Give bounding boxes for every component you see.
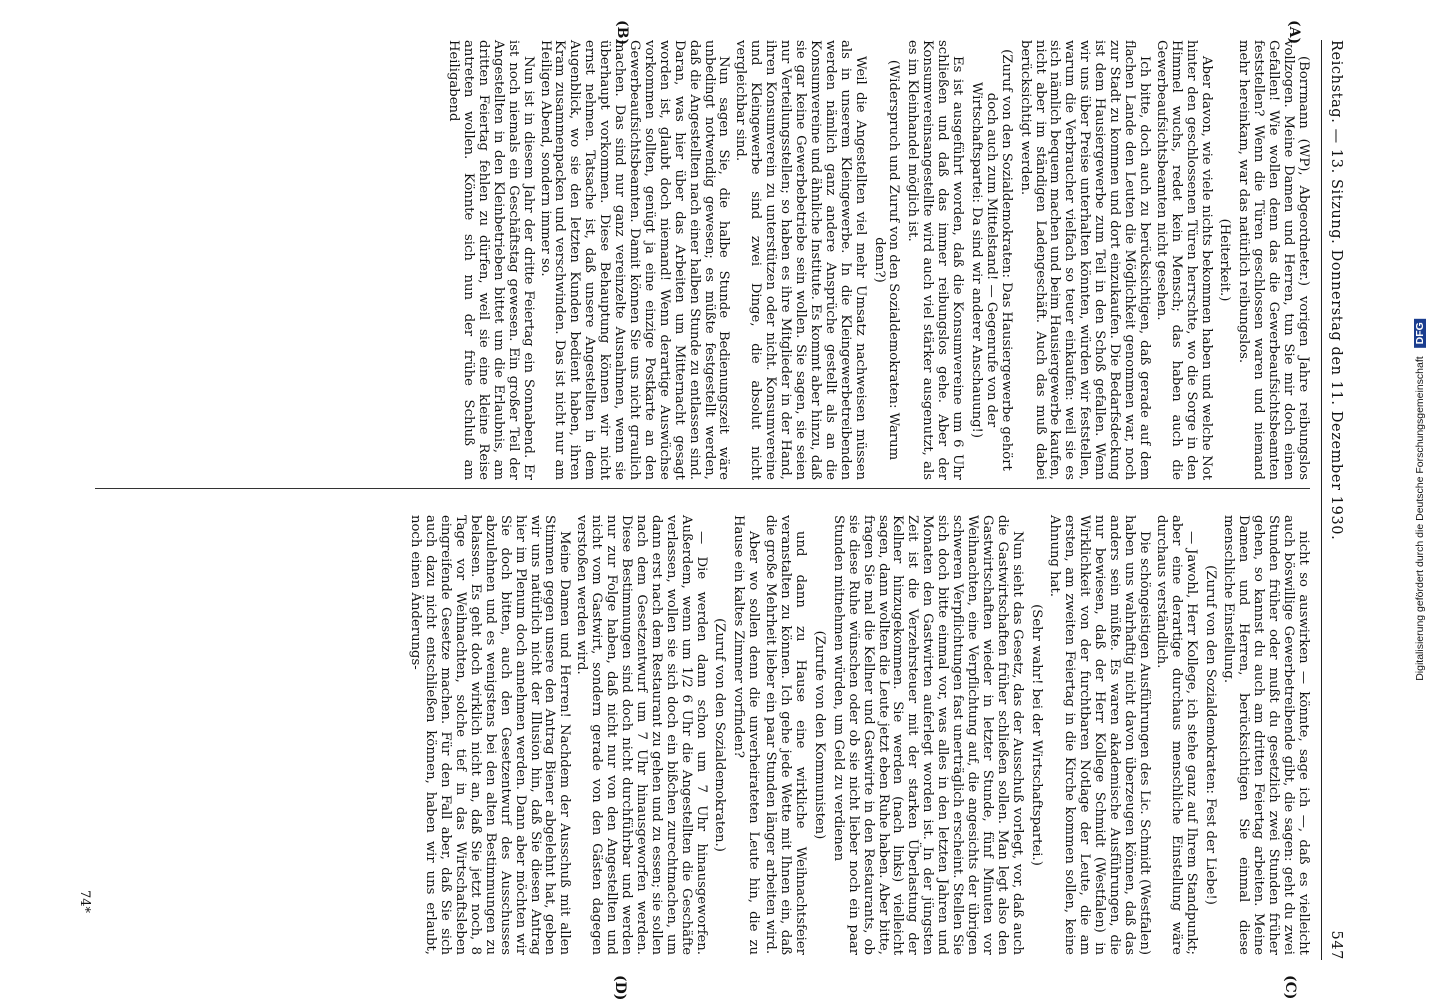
margin-marker-c: (C)	[1282, 975, 1298, 1000]
running-head	[1321, 40, 1344, 960]
interjection: (Heiterkeit.)	[1217, 218, 1233, 302]
interjection: (Zuruf von den Sozialdemokraten.)	[712, 618, 728, 852]
margin-marker-b: (B)	[614, 20, 630, 46]
right-column	[405, 515, 1310, 955]
paragraph: Weil die Angestellten viel mehr Umsatz nachweisen müssen als in unserem Kleingewerbe. In die Kleingewerbetreibenden werden nämlich ganz andere Ansprüche gestellt als an die Konsumvereine und ähnliche Institute. Es kommt aber hinzu, daß sie gar keine Gewerbebetriebe sein wollen. Sie sagen, sie seien nur Verteilungsstellen; so haben es ihre Mitglieder in der Hand, ihren Konsumverein zu unterstützen oder nicht. Konsumvereine und Kleingewerbe sind zwei Dinge, die absolut nicht vergleichbar sind.	[733, 40, 868, 480]
paragraph: Nun sieht das Gesetz, das der Ausschuß vorlegt, vor, daß auch die Gastwirtschaften früher schließen sollen. Man legt also den Gastwirtschaften wieder in letzter Stunde, fünf Minuten vor Weihnachten, eine Verpflichtung auf, die angesichts der übrigen schweren Verpflichtungen fast unerträglich erscheint. Stellen Sie sich doch bitte einmal vor, was alles in den letzten Jahren und Monaten den Gastwirten auferlegt worden ist. In der jüngsten Zeit ist die Verzehrsteuer mit der starken Überlastung der Kellner hinzugekommen. Sie werden (nach links) vielleicht sagen, dann wollten die Leute jetzt eben Ruhe haben. Aber bitte, fragen Sie mal die Kellner und Gastwirte in den Restaurants, ob sie diese Ruhe wünschen oder ob sie nicht lieber noch ein paar Stunden mitnehmen würden, um Geld zu verdienen	[830, 515, 1025, 955]
paragraph: (Borrmann (WP), Abgeordneter.) vorigen Jahre reibungslos vollzogen. Meine Damen und Herren, tun Sie mir doch einen Gefallen! Wie wollen denn das die Gewerbeaufsichtsbeamten feststellen? Wenn die Türen geschlossen waren und niemand mehr hereinkam, war das natürlich reibungslos.	[1236, 40, 1311, 480]
running-head-title: Reichstag. — 13. Sitzung. Donnerstag den 11. Dezember 1930.	[1328, 40, 1344, 541]
margin-marker-d: (D)	[612, 975, 628, 1000]
digitization-note	[1414, 319, 1426, 681]
paragraph: Nun sagen Sie, die halbe Stunde Bedienungszeit wäre unbedingt notwendig gewesen; es müßte festgestellt werden, daß die Angestellten nach einer halben Stunde zu entlassen sind. Daran, was hier über das Arbeiten um Mitternacht gesagt worden ist, glaubt doch niemand! Wenn derartige Auswüchse vorkommen sollten, genügt ja eine einzige Postkarte an den Gewerbeaufsichtsbeamten. Damit können Sie uns nicht graulich machen. Das sind nur ganz vereinzelte Ausnahmen, wenn sie überhaupt vorkommen. Diese Behauptung können wir nicht ernst nehmen. Tatsache ist, daß unsere Angestellten in dem Augenblick, wo sie den letzten Kunden bedient haben, ihren Kram zusammenpacken und verschwinden. Das ist nicht nur am Heiligen Abend, sondern immer so.	[537, 40, 732, 480]
paragraph: Ich bitte, doch auch zu berücksichtigen, daß gerade auf dem flachen Lande den Leuten die Möglichkeit genommen war, noch zur Stadt zu kommen und dort einzukaufen. Die Bedarfsdeckung ist dem Hausiergewerbe zum Teil in den Schoß gefallen. Wenn wir uns über Preise unterhalten könnten, würden wir feststellen, warum die Verbraucher vielfach so teuer einkaufen: weil sie es sich nämlich bequem machen und beim Hausiergewerbe kaufen, nicht aber im ständigen Ladengeschäft. Auch das muß dabei berücksichtigt werden.	[1017, 40, 1152, 480]
margin-marker-a: (A)	[1286, 20, 1302, 45]
digitization-text: Digitalisierung gefördert durch die Deutsche Forschungsgemeinschaft	[1414, 356, 1426, 681]
interjection: (Zurufe von den Kommunisten)	[811, 630, 827, 840]
document-page	[50, 0, 1350, 1000]
page-number: 547	[1328, 930, 1344, 960]
column-divider	[95, 488, 1310, 489]
paragraph: Es ist ausgeführt worden, daß die Konsumvereine um 6 Uhr schließen und daß das immer reibungslos gehe. Aber der Konsumvereinsangestellte wird auch viel stärker ausgenutzt, als es im Kleinhandel möglich ist.	[905, 40, 966, 480]
interjection: (Zuruf von den Sozialdemokraten: Fest der Liebe!)	[1202, 565, 1218, 905]
paragraph: Meine Damen und Herren! Nachdem der Ausschuß mit allen Stimmen gegen unsere den Antrag Biener abgelehnt hat, geben wir uns natürlich nicht der Illusion hin, daß Sie diesen Antrag hier im Plenum doch annehmen werden. Dann aber möchten wir Sie doch bitten, auch den Gesetzentwurf des Ausschusses abzulehnen und es wenigstens bei den alten Bestimmungen zu belassen. Es geht doch wirklich nicht an, daß Sie jetzt noch, 8 Tage vor Weihnachten, solche tief in das Wirtschaftsleben eingreifende Gesetze machen. Für den Fall aber, daß Sie sich auch dazu nicht entschließen können, haben wir uns erlaubt, noch einen Änderungs-	[408, 515, 573, 955]
paragraph: — Die werden dann schon um 7 Uhr hinausgeworfen. Außerdem, wenn um 1/2 6 Uhr die Angestellten die Geschäfte verlassen, wollen sie sich doch ein bißchen zurechtmachen, um dann erst nach dem Restaurant zu gehen und zu essen; sie sollen nach dem Gesetzentwurf um 7 Uhr hinausgeworfen werden. Diese Bestimmungen sind doch nicht durchführbar und werden nur zur Folge haben, daß nicht nur von den Angestellten und nicht vom Gastwirt, sondern gerade von den Gästen dagegen verstoßen werden wird.	[574, 515, 709, 955]
paragraph: nicht so auswirken — könnte, sage ich —, daß es vielleicht auch böswillige Gewerbetreibende gibt, die sagen: geht du zwei Stunden früher oder mußt du gesetzlich zwei Stunden früher gehen, so kannst du auch am dritten Feiertag arbeiten. Meine Damen und Herren, berücksichtigen Sie einmal diese menschliche Einstellung.	[1221, 515, 1311, 955]
paragraph: und dann zu Hause eine wirkliche Weihnachtsfeier veranstalten zu können. Ich gehe jede Wette mit Ihnen ein, daß die große Mehrheit lieber ein paar Stunden länger arbeiten wird.	[763, 515, 808, 955]
paragraph: — Jawohl, Herr Kollege, ich stehe ganz auf Ihrem Standpunkt; aber eine derartige durchaus menschliche Einstellung wäre durchaus verständlich.	[1153, 515, 1199, 955]
paragraph: Aber wo sollen denn die unverheirateten Leute hin, die zu Hause ein kaltes Zimmer vorfinden?	[731, 515, 762, 955]
paragraph: Nun ist in diesem Jahr der dritte Feiertag ein Sonnabend. Er ist noch niemals ein Geschäftstag gewesen. Ein großer Teil der Angestellten in den Kleinbetrieben bittet um die Erlaubnis, am dritten Feiertag fehlen zu dürfen, weil sie eine kleine Reise antreten wollen. Könnte sich nun der frühe Schluß am Heiligabend	[446, 40, 536, 480]
signature-mark: 74*	[77, 890, 92, 914]
paragraph: Die schöngeistigen Ausführungen des Lic. Schmidt (Westfalen) haben uns wahrhaftig nicht davon überzeugen können, daß das anders sein müßte. Es waren akademische Ausführungen, die nur bewiesen, daß der Herr Kollege Schmidt (Westfalen) in Wirklichkeit von der furchtbaren Notlage der Leute, die am ersten, am zweiten Feiertag in die Kirche kommen sollen, keine Ahnung hat.	[1047, 515, 1152, 955]
paragraph: Aber davon, wie viele nichts bekommen haben und welche Not hinter den geschlossenen Türen herrschte, wo die Sorge in den Himmel wuchs, redet kein Mensch; das haben auch die Gewerbeaufsichtsbeamten nicht gesehen.	[1153, 40, 1214, 480]
interjection: (Zuruf von den Sozialdemokraten: Das Hausiergewerbe gehört doch auch zum Mittelstand! — Gegenrufe von der Wirtschaftspartei: Da sind wir anderer Anschauung!)	[968, 49, 1014, 471]
interjection: (Widerspruch und Zuruf von den Sozialdemokraten: Warum denn?)	[871, 59, 902, 461]
dfg-logo: DFG	[1414, 319, 1426, 347]
interjection: (Sehr wahr! bei der Wirtschaftspartei.)	[1028, 604, 1044, 866]
left-column	[443, 40, 1310, 480]
